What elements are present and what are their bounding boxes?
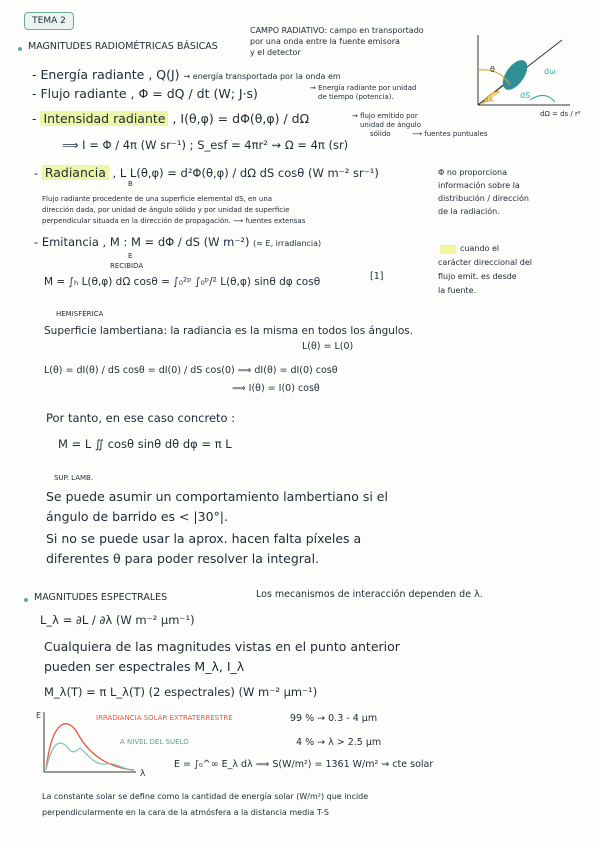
section-title-spectral: MAGNITUDES ESPECTRALES xyxy=(34,592,168,603)
intensidad-desc-2: unidad de ángulo xyxy=(360,121,422,129)
note-phi-3: distribución / dirección xyxy=(438,194,529,203)
intensidad-arrow: ⟶ fuentes puntuales xyxy=(412,130,488,138)
emitancia-letter: E xyxy=(128,252,133,260)
diagram-theta: θ xyxy=(490,65,495,74)
lamb-eq-2: L(θ) = dI(θ) / dS cosθ = dI(0) / dS cos(0) ⟹ dI(θ) = dI(0) cosθ xyxy=(44,365,338,376)
section-title-radiometric: MAGNITUDES RADIOMÉTRICAS BÁSICAS xyxy=(28,41,218,52)
sup-lamb: SUP. LAMB. xyxy=(54,474,94,482)
intensidad-label: Intensidad radiante xyxy=(40,111,168,126)
note-flujo-1: cuando el xyxy=(460,244,500,253)
l-lambda: L_λ = ∂L / ∂λ (W m⁻² μm⁻¹) xyxy=(40,613,195,627)
bullet-dot xyxy=(18,47,22,51)
intensidad-eq: I(θ,φ) = dΦ(θ,φ) / dΩ xyxy=(180,111,310,126)
campo-line-1: CAMPO RADIATIVO: campo en transportado xyxy=(250,26,424,35)
graph-label-teal: A NIVEL DEL SUELO xyxy=(120,738,189,746)
diagram-ds: dS xyxy=(520,91,531,100)
spectral-desc: Los mecanismos de interacción dependen de λ. xyxy=(256,589,483,600)
diagram-da: dA xyxy=(484,96,494,104)
flujo-label: Flujo radiante xyxy=(40,86,127,101)
lamb-eq-1: L(θ) = L(0) xyxy=(302,341,354,352)
intensidad-desc-1: ⇝ flujo emitido por xyxy=(352,112,418,120)
m-ref: [1] xyxy=(370,271,384,282)
emitancia-row: - Emitancia , M : M = dΦ / dS (W m⁻²) (≈ E, irradiancia) xyxy=(34,235,322,249)
note-flujo-4: la fuente. xyxy=(438,286,477,295)
note-flujo-3: flujo emit. es desde xyxy=(438,272,517,281)
caso-eq: M = L ∬ cosθ sinθ dθ dφ = π L xyxy=(58,437,232,451)
highlight-swatch xyxy=(440,245,456,254)
note-phi-2: información sobre la xyxy=(438,181,520,190)
pct-line-2: 4 % → λ > 2.5 μm xyxy=(296,737,382,748)
pct-line-1: 99 % → 0.3 - 4 μm xyxy=(290,713,378,724)
diagram-formula: dΩ = ds / r² xyxy=(540,110,581,118)
radiancia-label: Radiancia xyxy=(42,165,109,180)
radiancia-desc-1: Flujo radiante procedente de una superficie elemental dS, en una xyxy=(42,195,273,203)
m-lambda: M_λ(T) = π L_λ(T) (2 espectrales) (W m⁻² μm⁻¹) xyxy=(44,685,318,699)
flujo-desc-2: de tiempo (potencia). xyxy=(318,93,394,101)
emitancia-label: Emitancia xyxy=(41,235,99,249)
energia-desc: ⇝ energía transportada por la onda em xyxy=(183,72,341,81)
solid-angle-diagram xyxy=(470,30,580,135)
emitancia-extra: (≈ E, irradiancia) xyxy=(253,239,322,248)
radiancia-desc-2: dirección dada, por unidad de ángulo sólido y por unidad de superficie xyxy=(42,206,290,214)
lamb-text: Superficie lambertiana: la radiancia es la misma en todos los ángulos. xyxy=(44,325,414,337)
para2-line-1: Si no se puede usar la aprox. hacen falta píxeles a xyxy=(46,531,362,546)
final-line-2: perpendicularmente en la cara de la atmósfera a la distancia media T-S xyxy=(42,808,329,817)
intensidad-row: - Intensidad radiante , I(θ,φ) = dΦ(θ,φ) / dΩ xyxy=(32,111,310,126)
para1-line-1: Se puede asumir un comportamiento lambertiano si el xyxy=(46,489,388,504)
i-equation: ⟹ I = Φ / 4π (W sr⁻¹) ; S_esf = 4πr² ⇝ Ω = 4π (sr) xyxy=(62,138,349,152)
energia-row: - Energía radiante , Q(J) ⇝ energía transportada por la onda em xyxy=(32,67,341,82)
note-phi-4: de la radiación. xyxy=(438,207,500,216)
energia-label: Energía radiante xyxy=(40,67,145,82)
note-phi-1: Φ no proporciona xyxy=(438,168,508,177)
bullet-dot xyxy=(24,598,28,602)
cual-line-1: Cualquiera de las magnitudes vistas en el punto anterior xyxy=(44,639,400,654)
flujo-eq: Φ = dQ / dt (W; J·s) xyxy=(138,86,258,101)
final-line-1: La constante solar se define como la cantidad de energía solar (W/m²) que incide xyxy=(42,792,369,801)
tema-tag: TEMA 2 xyxy=(24,12,74,30)
flujo-desc-1: ⇝ Energía radiante por unidad xyxy=(310,84,417,92)
graph-label-red: IRRADIANCIA SOLAR EXTRATERRESTRE xyxy=(96,714,233,722)
radiancia-sub: B xyxy=(128,180,133,188)
emitancia-sub: RECIBIDA xyxy=(110,262,144,270)
hemisferica-label: HEMISFÉRICA xyxy=(56,310,104,318)
note-flujo-2: carácter direccional del xyxy=(438,258,532,267)
energia-eq: Q(J) xyxy=(156,67,180,82)
m-integral: M = ∫ₕ L(θ,φ) dΩ cosθ = ∫₀²ᵖ ∫₀ᵖ/² L(θ,φ) sinθ dφ cosθ xyxy=(44,276,321,288)
campo-line-2: por una onda entre la fuente emisora xyxy=(250,37,400,46)
flujo-row: - Flujo radiante , Φ = dQ / dt (W; J·s) xyxy=(32,86,258,101)
para1-line-2: ángulo de barrido es < |30°|. xyxy=(46,509,228,524)
diagram-dw: dω xyxy=(544,67,556,76)
radiancia-eq: L L(θ,φ) = d²Φ(θ,φ) / dΩ dS cosθ (W m⁻² sr⁻¹) xyxy=(119,166,379,180)
graph-x-label: λ xyxy=(140,769,146,779)
intensidad-desc-3: sólido xyxy=(370,130,391,138)
campo-line-3: y el detector xyxy=(250,48,301,57)
cual-line-2: pueden ser espectrales M_λ, I_λ xyxy=(44,659,245,674)
para2-line-2: diferentes θ para poder resolver la integral. xyxy=(46,551,320,566)
emitancia-eq: M : M = dΦ / dS (W m⁻²) xyxy=(109,235,250,249)
graph-y-label: E xyxy=(36,711,42,720)
radiancia-row: - Radiancia , L L(θ,φ) = d²Φ(θ,φ) / dΩ dS cosθ (W m⁻² sr⁻¹) xyxy=(34,165,379,180)
caso-text: Por tanto, en ese caso concreto : xyxy=(46,411,236,425)
lamb-eq-3: ⟹ I(θ) = I(0) cosθ xyxy=(232,383,320,394)
e-integral: E = ∫₀^∞ E_λ dλ ⟹ S(W/m²) = 1361 W/m² ⇝ cte solar xyxy=(174,759,434,770)
radiancia-desc-3: perpendicular situada en la dirección de propagación. ⟶ fuentes extensas xyxy=(42,217,306,225)
